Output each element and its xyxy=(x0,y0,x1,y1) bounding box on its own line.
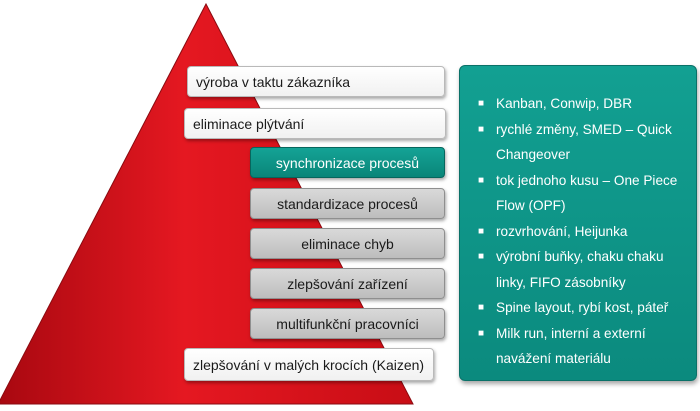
step-label: eliminace chyb xyxy=(301,235,394,252)
tools-panel xyxy=(459,65,697,381)
step-error-elimination xyxy=(250,228,445,259)
list-item-text: Spine layout, rybí kost, páteř xyxy=(496,300,669,315)
square-bullet-icon: ■ xyxy=(478,174,485,186)
tools-list xyxy=(476,91,682,372)
square-bullet-icon: ■ xyxy=(478,98,485,109)
step-takt xyxy=(187,66,445,97)
list-item xyxy=(476,244,682,295)
step-label: synchronizace procesů xyxy=(275,154,420,171)
step-label: výroba v taktu zákazníka xyxy=(196,73,351,90)
list-item xyxy=(476,91,682,117)
step-process-sync xyxy=(250,147,445,178)
list-item-text: Milk run, interní a externí navážení materiálu xyxy=(496,325,646,366)
step-label: zlepšování zařízení xyxy=(287,275,408,292)
square-bullet-icon: ■ xyxy=(478,327,485,339)
list-item-text: výrobní buňky, chaku chaku linky, FIFO zásobníky xyxy=(496,249,664,290)
square-bullet-icon: ■ xyxy=(478,225,485,237)
list-item xyxy=(476,117,682,168)
step-label: eliminace plýtvání xyxy=(193,115,305,132)
square-bullet-icon: ■ xyxy=(478,251,485,262)
list-item xyxy=(476,295,682,321)
step-multiskilled-workers xyxy=(250,308,445,339)
list-item-text: tok jednoho kusu – One Piece Flow (OPF) xyxy=(496,172,678,213)
list-item xyxy=(476,219,682,245)
step-label: standardizace procesů xyxy=(277,195,418,212)
list-item-text: Kanban, Conwip, DBR xyxy=(496,96,633,111)
step-standardization xyxy=(250,188,445,219)
square-bullet-icon: ■ xyxy=(478,302,485,313)
list-item-text: rozvrhování, Heijunka xyxy=(496,223,628,239)
step-waste-elimination xyxy=(184,108,446,139)
step-label: multifunkční pracovníci xyxy=(276,315,419,332)
list-item xyxy=(476,168,682,219)
step-label: zlepšování v malých krocích (Kaizen) xyxy=(193,356,425,373)
list-item xyxy=(476,321,682,372)
square-bullet-icon: ■ xyxy=(478,123,485,135)
list-item-text: rychlé změny, SMED – Quick Changeover xyxy=(496,121,672,162)
step-equipment-improvement xyxy=(250,268,445,299)
step-kaizen xyxy=(184,348,434,381)
